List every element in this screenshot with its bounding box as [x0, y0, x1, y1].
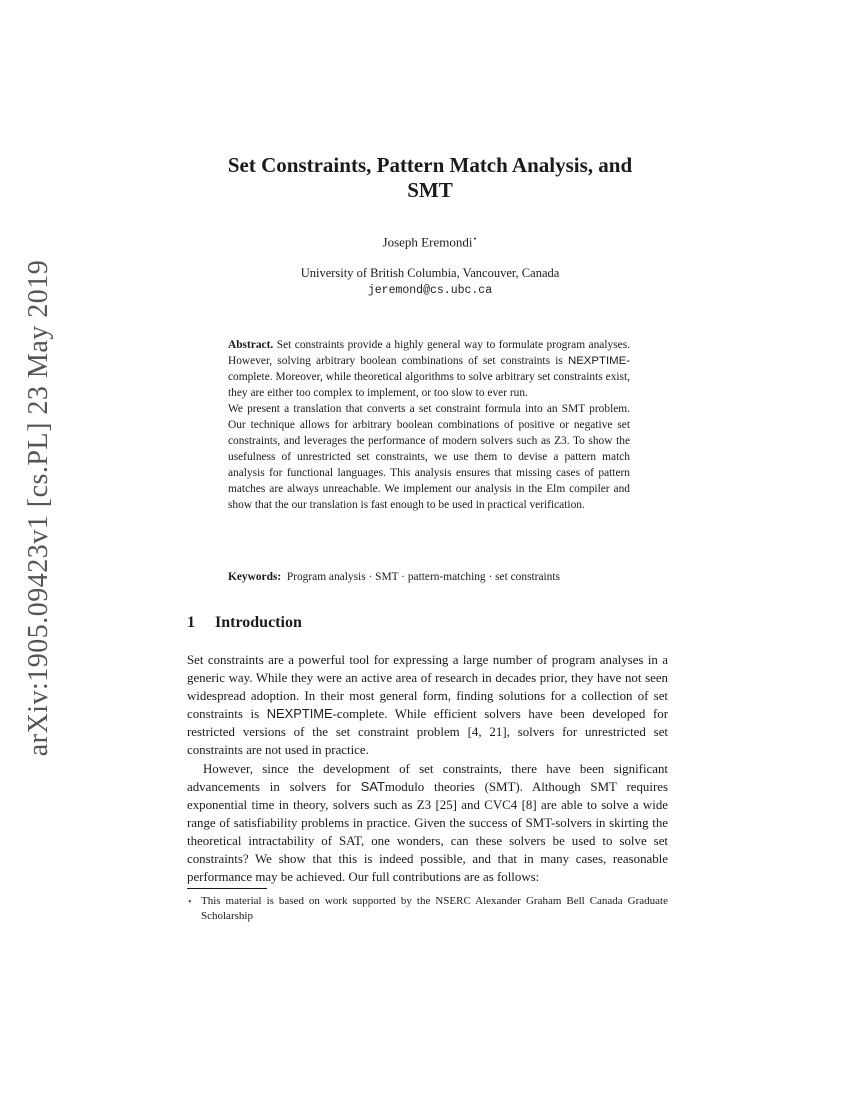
author-footnote-mark[interactable]: ⋆ [472, 234, 478, 243]
introduction-body [187, 651, 668, 886]
arxiv-identifier-stamp: arXiv:1905.09423v1 [cs.PL] 23 May 2019 [23, 259, 54, 757]
abstract-nexptime: NEXPTIME [567, 354, 627, 367]
intro-p2-part-a: However, since the development of set constraints, there have been significant advancements in solvers for [187, 761, 668, 794]
abstract-p1-part-b: -complete. Moreover, while theoretical algorithms to solve arbitrary set constraints exist, they are either too complex to implement, or too slow to ever run. [228, 354, 630, 399]
intro-p1-part-a: Set constraints are a powerful tool for expressing a large number of program analyses in a generic way. While they were an active area of research in decades prior, they have not seen widespread adoption. In their most general form, finding solutions for a collection of set constraints is [187, 653, 668, 722]
footnote-text: This material is based on work supported by the NSERC Alexander Graham Bell Canada Graduate Scholarship [201, 895, 668, 922]
affiliation: University of British Columbia, Vancouver, Canada [300, 266, 560, 280]
citation-25[interactable]: 25 [439, 797, 453, 812]
intro-cite-separator: , [478, 725, 490, 740]
section-number: 1 [187, 614, 195, 631]
intro-p1-part-b: -complete. While efficient solvers have been developed for restricted versions of the set constraint problem [ [187, 707, 668, 740]
section-heading [187, 614, 302, 632]
author-email[interactable]: jeremond@cs.ubc.ca [367, 284, 493, 297]
abstract-paragraph-2: We present a translation that converts a set constraint formula into an SMT problem. Our technique allows for arbitrary boolean combinations of positive or negative set constraints, and leverages the performance of modern solvers such as Z3. To show the usefulness of unrestricted set constraints, we use them to devise a pattern match analysis for functional languages. This analysis ensures that missing cases of pattern matches are always unreachable. We implement our analysis in the Elm compiler and show that the our translation is fast enough to be used in practical verification. [228, 402, 630, 511]
author-name: Joseph Eremondi [382, 234, 473, 250]
intro-nexptime: NEXPTIME [266, 706, 333, 722]
affiliation-block [180, 264, 680, 300]
intro-sat: SAT [360, 778, 385, 794]
title-line-1: Set Constraints, Pattern Match Analysis, and [227, 153, 633, 177]
keywords [228, 570, 638, 585]
author-line [180, 234, 680, 250]
intro-p2-part-c: ] and CVC4 [ [452, 797, 526, 812]
citation-4[interactable]: 4 [471, 725, 479, 740]
abstract-p1-part-a: Set constraints provide a highly general way to formulate program analyses. However, solving arbitrary boolean combinations of set constraints is [228, 339, 630, 367]
keywords-text: Program analysis · SMT · pattern-matching · set constraints [286, 571, 560, 583]
paper-title [180, 153, 680, 203]
abstract-paragraph-1 [228, 338, 630, 402]
citation-21[interactable]: 21 [489, 725, 503, 740]
intro-p2-part-d: ] are able to solve a wide range of satisfiability problems in practice. Given the success of SMT-solvers in skirting the theoretical intractability of SAT, one wonders, can these solvers be used to solve set constraints? We show that this is indeed possible, and that in many cases, reasonable performance may be achieved. Our full contributions are as follows: [187, 797, 668, 885]
footnote-rule [187, 888, 267, 889]
section-title: Introduction [215, 614, 302, 631]
abstract-label: Abstract. [228, 339, 274, 351]
intro-p2-part-b: modulo theories (SMT). Although SMT requires exponential time in theory, solvers such as Z3 [ [187, 779, 668, 812]
keywords-label: Keywords: [228, 571, 282, 583]
intro-paragraph-2 [187, 760, 668, 887]
footnote [187, 894, 668, 924]
intro-p1-part-c: ], solvers for unrestricted set constraints are not used in practice. [187, 725, 669, 758]
intro-paragraph-1 [187, 651, 668, 760]
abstract [228, 338, 630, 513]
citation-8[interactable]: 8 [525, 797, 533, 812]
footnote-mark: ⋆ [187, 896, 193, 906]
title-line-2: SMT [407, 178, 453, 202]
